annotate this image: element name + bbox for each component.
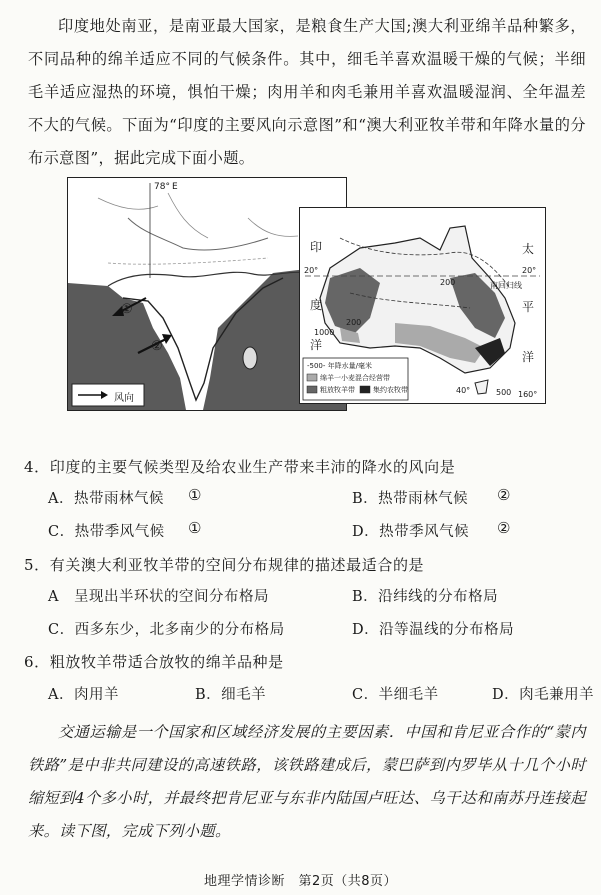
q6-option-a[interactable]: A．肉用羊: [48, 687, 119, 703]
label-tropic: 南回归线: [490, 281, 522, 290]
q6-option-c[interactable]: C．半细毛羊: [352, 687, 439, 703]
wind-mark-1: ①: [121, 302, 133, 317]
q4-option-c[interactable]: [48, 520, 165, 541]
wind-mark-2: ②: [151, 339, 163, 354]
label-pacific-1: 太: [522, 242, 535, 256]
q4-option-a-mark: ①: [188, 486, 202, 504]
q4-option-b[interactable]: [352, 487, 468, 508]
q5-option-c[interactable]: C．西多东少，北多南少的分布格局: [48, 622, 285, 638]
q4-option-a[interactable]: [48, 487, 164, 508]
legend-intensive: 集约农牧带: [373, 386, 408, 394]
east-label: E: [172, 182, 178, 192]
australia-sheep-map: [299, 207, 546, 404]
label-india-ocean-1: 印: [310, 240, 323, 254]
label-lat20-left: 20°: [304, 266, 319, 275]
label-lat20-right: 20°: [522, 266, 537, 275]
q4-option-d[interactable]: [352, 520, 469, 541]
label-lon160: 160°: [518, 390, 538, 399]
label-iso-500: 500: [496, 388, 512, 397]
q5-option-b[interactable]: B．沿纬线的分布格局: [352, 589, 499, 605]
q4-option-c-label: C．热带季风气候: [48, 524, 165, 540]
question-4-stem: 4．印度的主要气候类型及给农业生产带来丰沛的降水的风向是: [24, 458, 456, 476]
label-pacific-3: 洋: [522, 350, 535, 364]
label-iso-200b: 200: [440, 278, 456, 287]
label-iso-200a: 200: [346, 318, 362, 327]
q4-option-c-mark: ①: [188, 519, 202, 537]
q6-option-b[interactable]: B．细毛羊: [195, 687, 267, 703]
question-5-stem: 5．有关澳大利亚牧羊带的空间分布规律的描述最适合的是: [24, 556, 425, 574]
q4-option-d-mark: ②: [497, 519, 511, 537]
legend-mixed: 绵羊一小麦混合经营带: [320, 374, 390, 382]
q5-option-a[interactable]: A 呈现出半环状的空间分布格局: [48, 589, 269, 605]
longitude-label: 78°: [154, 182, 170, 192]
q6-option-d[interactable]: D．肉毛兼用羊: [492, 687, 595, 703]
label-iso-1000: 1000: [314, 328, 335, 337]
q4-option-a-label: A．热带雨林气候: [48, 491, 164, 507]
legend-extensive: 粗放牧羊带: [320, 386, 355, 394]
label-lat40: 40°: [456, 386, 471, 395]
question-6-stem: 6．粗放牧羊带适合放牧的绵羊品种是: [24, 653, 284, 671]
transport-paragraph: 交通运输是一个国家和区域经济发展的主要因素．中国和肯尼亚合作的“蒙内铁路”是中非共同建设的高速铁路，该铁路建成后，蒙巴萨到内罗毕从十几个小时缩短到4个多小时，并最终把肯尼亚与东非内陆国卢旺达、乌干达和南苏丹连接起来。读下图，完成下列小题。: [28, 723, 587, 840]
q4-option-b-label: B．热带雨林气候: [352, 491, 469, 507]
page-footer: 地理学情诊断 第2页（共8页）: [203, 874, 398, 889]
q5-option-d[interactable]: D．沿等温线的分布格局: [352, 622, 515, 638]
intro-paragraph: 印度地处南亚，是南亚最大国家，是粮食生产大国;澳大利亚绵羊品种繁多，不同品种的绵羊适应不同的气候条件。其中，细毛羊喜欢温暖干燥的气候；半细毛羊适应湿热的环境，惧怕干燥；肉用羊和肉毛兼用羊喜欢温暖湿润、全年温差不大的气候。下面为“印度的主要风向示意图”和“澳大利亚牧羊带和年降水量的分布示意图”，据此完成下面小题。: [28, 17, 586, 167]
q4-option-d-label: D．热带季风气候: [352, 524, 470, 540]
legend-wind-label: 风向: [114, 393, 134, 404]
legend-isohyet: -500- 年降水量/毫米: [307, 362, 372, 370]
label-pacific-2: 平: [522, 300, 535, 314]
label-india-ocean-3: 洋: [310, 338, 323, 352]
label-india-ocean-2: 度: [310, 298, 323, 312]
q4-option-b-mark: ②: [497, 486, 511, 504]
